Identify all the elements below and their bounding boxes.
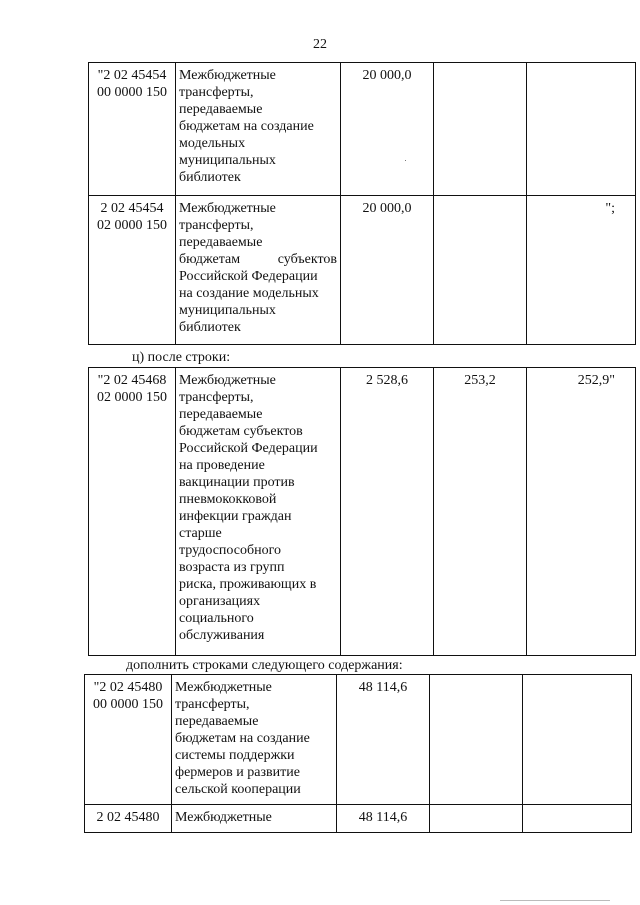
budget-table-block-3 [84,674,632,833]
code-cell [89,196,176,345]
code-cell [85,675,172,805]
code-line: 2 02 45480 [96,810,160,825]
value-cell-1: 48 114,6 [337,805,430,833]
value-cell-3 [523,805,632,833]
name-cell [172,675,337,805]
name-line: риска, проживающих в [179,577,317,592]
value-cell-2 [430,805,523,833]
name-line: сельской кооперации [175,782,301,797]
name-line: Межбюджетные [179,373,276,388]
name-line: организациях [179,594,261,609]
code-line: "2 02 45468 [97,373,167,388]
name-line: бюджетам на создание [179,119,314,134]
value-cell-2 [434,63,527,196]
name-line: пневмококковой [179,492,277,507]
name-cell [176,196,341,345]
name-line: фермеров и развитие [175,765,300,780]
code-cell [89,63,176,196]
value-cell-3: "; [527,196,636,345]
code-cell [89,368,176,656]
name-cell [172,805,337,833]
name-line: муниципальных [179,153,276,168]
name-line: обслуживания [179,628,265,643]
name-line: вакцинации против [179,475,295,490]
name-line: системы поддержки [175,748,295,763]
code-line: 2 02 45454 [100,201,164,216]
name-line: трансферты, [179,218,254,233]
table-row [89,368,636,656]
code-line: "2 02 45454 [97,68,167,83]
name-line: на проведение [179,458,265,473]
name-cell [176,63,341,196]
name-word: субъектов [277,252,337,267]
note-after-row: ц) после строки: [132,350,231,365]
name-line: муниципальных [179,303,276,318]
code-cell [85,805,172,833]
name-line: старше [179,526,222,541]
name-line: Межбюджетные [175,810,272,825]
budget-table-block-1 [88,62,636,345]
name-line: Межбюджетные [179,201,276,216]
name-line: Межбюджетные [179,68,276,83]
table-row [89,196,636,345]
value-cell-3: 252,9" [527,368,636,656]
name-line: трансферты, [175,697,250,712]
name-line: Межбюджетные [175,680,272,695]
value-cell-2 [430,675,523,805]
name-line: социального [179,611,254,626]
name-line: бюджетам субъектов [179,424,303,439]
table-row [89,63,636,196]
code-line: 00 0000 150 [97,85,167,100]
value-cell-3 [527,63,636,196]
value-cell-2 [434,196,527,345]
code-line: 00 0000 150 [93,697,163,712]
table-row [85,675,632,805]
value-cell-3 [523,675,632,805]
scan-speck [405,160,406,161]
code-line: 02 0000 150 [97,218,167,233]
name-line: трудоспособного [179,543,281,558]
name-cell [176,368,341,656]
name-line: передаваемые [179,102,263,117]
name-line: передаваемые [175,714,259,729]
name-line: библиотек [179,320,241,335]
budget-table-block-2 [88,367,636,656]
name-word: бюджетам [179,252,241,267]
page-number: 22 [313,37,327,52]
name-line: трансферты, [179,390,254,405]
scan-edge-mark [500,900,610,901]
value-cell-1: 20 000,0 [341,63,434,196]
name-line: библиотек [179,170,241,185]
note-append-rows: дополнить строками следующего содержания: [126,658,403,673]
name-line: бюджетам на создание [175,731,310,746]
name-line: передаваемые [179,407,263,422]
name-line: передаваемые [179,235,263,250]
name-line: на создание модельных [179,286,319,301]
name-line: инфекции граждан [179,509,292,524]
value-cell-1: 20 000,0 [341,196,434,345]
name-line: Российской Федерации [179,441,318,456]
code-line: "2 02 45480 [93,680,163,695]
code-line: 02 0000 150 [97,390,167,405]
table-row [85,805,632,833]
value-cell-1: 48 114,6 [337,675,430,805]
name-line: трансферты, [179,85,254,100]
value-cell-2: 253,2 [434,368,527,656]
name-line: модельных [179,136,246,151]
name-line: возраста из групп [179,560,285,575]
value-cell-1: 2 528,6 [341,368,434,656]
name-line: Российской Федерации [179,269,318,284]
name-line [179,251,337,268]
